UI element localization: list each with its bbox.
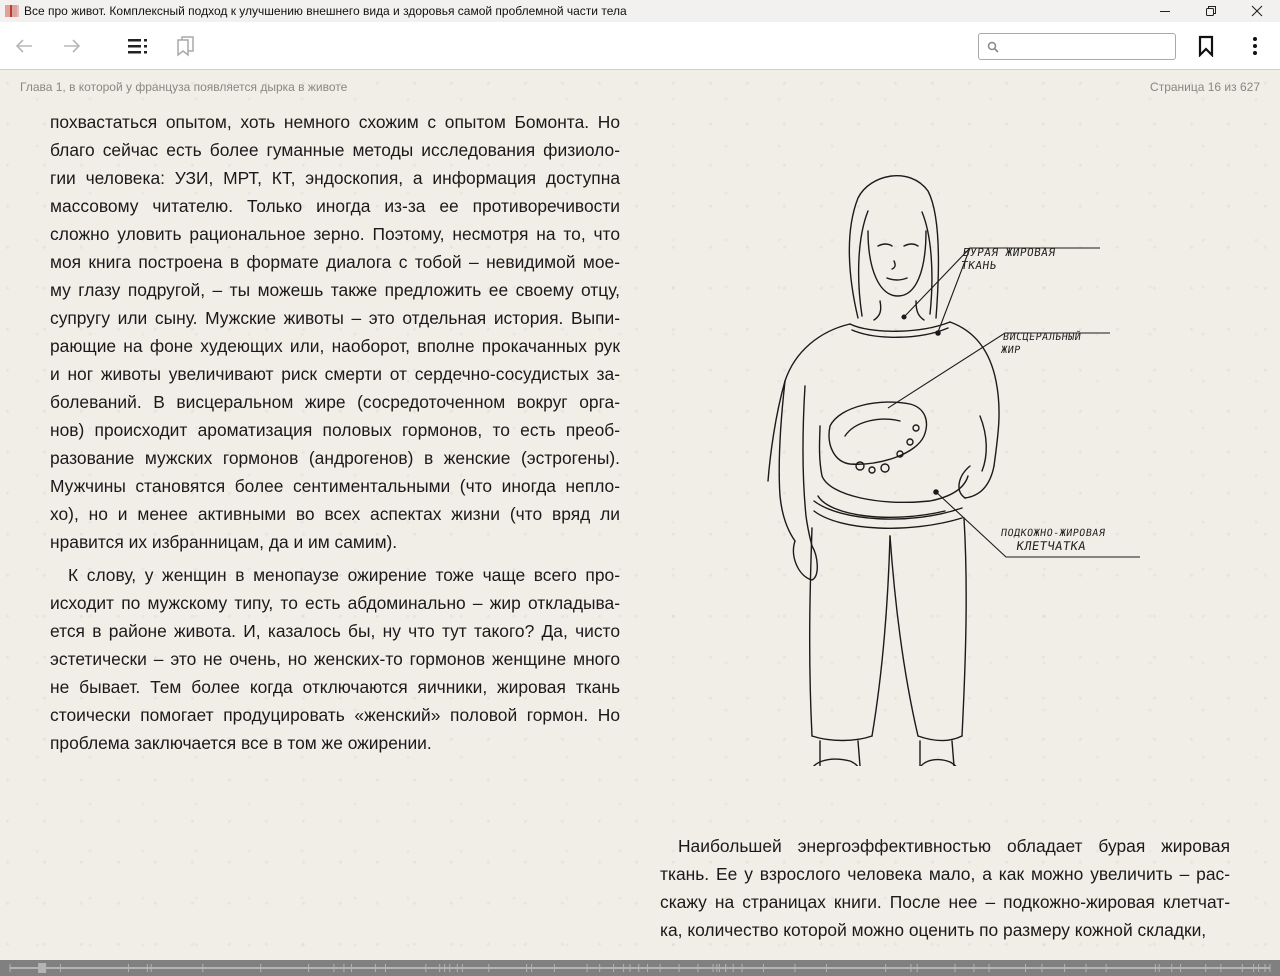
bookmarks-icon (175, 35, 197, 57)
close-button[interactable] (1234, 0, 1280, 22)
text-line: болеваний. В висцеральном жире (сосредоточенном вокруг орга- (50, 392, 620, 412)
paragraph (50, 108, 620, 556)
window-title: Все про живот. Комплексный подход к улучшению внешнего вида и здоровья самой проблемной части тела (24, 4, 627, 18)
search-field[interactable] (978, 33, 1176, 60)
chapter-title: Глава 1, в которой у француза появляется дырка в животе (20, 80, 348, 94)
arrow-right-icon (62, 38, 82, 54)
label-visceral-fat-line1: ВИСЦЕРАЛЬНЫЙ (1002, 332, 1082, 343)
reading-area[interactable] (0, 71, 1280, 960)
bookmark-icon (1197, 35, 1215, 57)
restore-icon (1205, 5, 1217, 17)
text-line: разование мужских гормонов (андрогенов) в женские (эстрогены). (50, 448, 620, 468)
text-line: рающие на фоне худеющих или, наоборот, вполне прокачанных рук (50, 336, 620, 356)
text-line: Наибольшей энергоэффективностью обладает бурая жировая (678, 836, 1230, 856)
label-visceral-fat-line2: ЖИР (1000, 345, 1022, 356)
add-bookmark-button[interactable] (1192, 32, 1220, 60)
reader-toolbar (0, 22, 1280, 70)
table-of-contents-icon (127, 37, 149, 55)
progress-thumb[interactable] (38, 963, 46, 973)
progress-track (0, 960, 1280, 976)
page-counter: Страница 16 из 627 (1150, 80, 1260, 94)
paragraph (660, 832, 1230, 944)
text-line: ка, количество которой можно оценить по размеру кожной складки, (660, 920, 1207, 940)
minimize-icon (1159, 5, 1171, 17)
label-brown-fat-line1: БУРАЯ ЖИРОВАЯ (962, 246, 1057, 259)
label-brown-fat-line2: ТКАНЬ (960, 259, 998, 272)
text-line: нравится их избранницам, да и им самим). (50, 532, 398, 552)
search-icon (987, 41, 999, 53)
text-line: исходит по мужскому типу, то есть абдоминально – жир откладыва- (50, 593, 620, 613)
book-progress-slider[interactable] (0, 960, 1280, 976)
label-subcutaneous-fat-line2: КЛЕТЧАТКА (1015, 539, 1088, 553)
restore-button[interactable] (1188, 0, 1234, 22)
label-subcutaneous-fat (998, 527, 1106, 553)
arrow-left-icon (14, 38, 34, 54)
text-line: нов) происходит ароматизация половых гормонов, то есть преоб- (50, 420, 620, 440)
text-line: Мужчины становятся более сентиментальными (что иногда непло- (50, 476, 620, 496)
text-line: проблема заключается все в том же ожирении. (50, 733, 432, 753)
text-line: сложно уловить рациональное зерно. Поэтому, несмотря на то, что (50, 224, 620, 244)
more-options-button[interactable] (1241, 32, 1269, 60)
text-line: похвастаться опытом, хоть немного схожим с опытом Бомонта. Но (50, 112, 620, 132)
text-line: К слову, у женщин в менопаузе ожирение тоже чаще всего про- (68, 565, 620, 585)
text-line: стоически помогает продуцировать «женский» половой гормон. Но (50, 705, 620, 725)
app-book-icon (5, 5, 19, 17)
text-line: му глазу подругой, – ты можешь также предложить ее своему отцу, (50, 280, 620, 300)
table-of-contents-button[interactable] (124, 32, 152, 60)
window-title-bar (0, 0, 1280, 22)
close-icon (1251, 5, 1263, 17)
text-line: эстетически – это не очень, но женских-то гормонов женщине много (50, 649, 620, 669)
text-line: скажу на страницах книги. После нее – подкожно-жировая клетчат- (660, 892, 1230, 912)
text-line: не бывает. Тем более когда отключаются яичники, жировая ткань (50, 677, 620, 697)
label-visceral-fat (1000, 331, 1082, 357)
search-input[interactable] (1003, 36, 1171, 57)
label-subcutaneous-fat-line1: ПОДКОЖНО-ЖИРОВАЯ (1000, 528, 1107, 539)
minimize-button[interactable] (1142, 0, 1188, 22)
right-column-text (660, 832, 1230, 949)
left-column-text (50, 108, 620, 762)
label-brown-fat (960, 246, 1056, 272)
paragraph (50, 561, 620, 757)
woman-sketch (740, 136, 1160, 766)
text-line: моя книга построена в формате диалога с тобой – невидимой мое- (50, 252, 620, 272)
fat-types-illustration (740, 136, 1160, 766)
forward-button[interactable] (58, 32, 86, 60)
text-line: благо сейчас есть более гуманные методы исследования физиоло- (50, 140, 620, 160)
bookmarks-list-button[interactable] (172, 32, 200, 60)
text-line: массовому читателю. Только иногда из-за ее противоречивости (50, 196, 620, 216)
text-line: и ног животы увеличивают риск смерти от сердечно-сосудистых за- (50, 364, 620, 384)
back-button[interactable] (10, 32, 38, 60)
text-line: хо), но и менее активными во всех аспектах жизни (что вряд ли (50, 504, 620, 524)
text-line: супругу или сыну. Мужские животы – это отдельная история. Выпи- (50, 308, 620, 328)
text-line: гии человека: УЗИ, МРТ, КТ, эндоскопия, а информация доступна (50, 168, 620, 188)
text-line: ткань. Ее у взрослого человека мало, а как можно увеличить – рас- (660, 864, 1230, 884)
text-line: ется в районе живота. И, казалось бы, ну что тут такого? Да, чисто (50, 621, 620, 641)
more-vertical-icon (1251, 36, 1259, 56)
